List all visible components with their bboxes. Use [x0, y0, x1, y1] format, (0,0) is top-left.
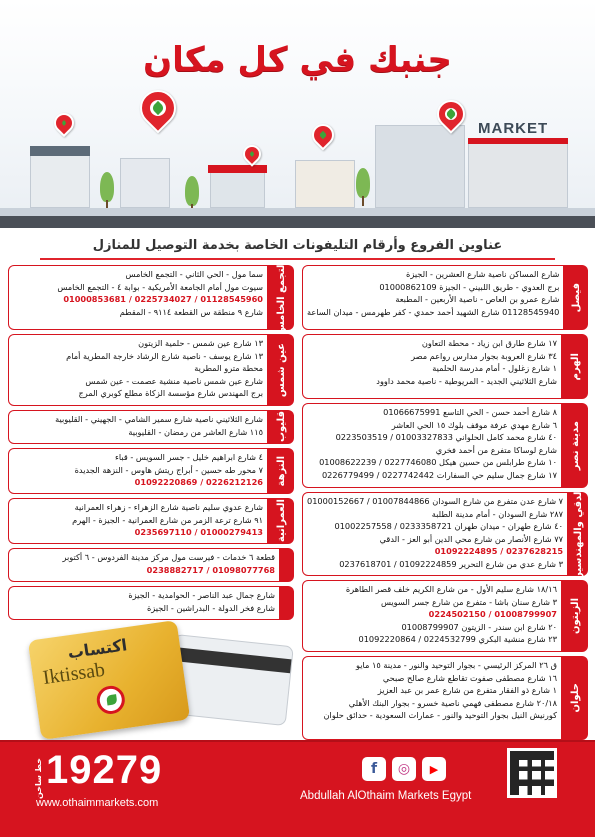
region-name: فيصل — [570, 282, 582, 313]
qr-code-icon[interactable] — [507, 748, 557, 798]
branch-address: شارع جمال عبد الناصر - الحوامدية - الجيزة — [128, 590, 275, 600]
branch-address: ٩١ شارع ترعة الزمر من شارع العمرانية - الجيزة - الهرم — [72, 514, 263, 525]
region-name: الهرم — [569, 352, 581, 381]
branch-phone[interactable]: 01000853681 / 0225734027 / 01128545960 — [63, 294, 263, 305]
branch-address: ١٦ شارع مصطفى صفوت تقاطع شارع صالح صبحي — [382, 672, 557, 683]
region-tag — [568, 487, 588, 581]
house-building — [120, 158, 170, 208]
branch-address: ١٣ شارع عين شمس - حلمية الزيتون — [138, 338, 263, 348]
youtube-icon[interactable]: ▶ — [422, 757, 446, 781]
branch-lines — [302, 492, 568, 576]
location-pin-icon — [133, 83, 184, 134]
branch-lines — [8, 265, 268, 330]
branch-address: شارع ٩ منطقة س القطعة ٩١١٤ - المقطم — [119, 306, 263, 317]
region-name: الدقي والمهندسين — [572, 487, 584, 581]
branch-address: ٣ شارع سنان باشا - متفرع من شارع جسر السويس — [380, 596, 557, 607]
region-tag — [280, 548, 294, 582]
region-name: مدينة نصر — [569, 420, 581, 471]
branch-address: سيوت مول أمام الجامعة الأمريكية - بوابة ٤ - التجمع الخامس — [57, 281, 263, 292]
branch-phone[interactable]: 0235697110 / 01000279413 — [134, 527, 263, 538]
branch-lines — [8, 548, 280, 582]
branch-address: محطة مترو المطرية — [194, 363, 263, 374]
branch-lines — [8, 586, 280, 620]
branch-address: شارع عمرو بن العاص - ناصية الأربعين - المطبعة — [395, 294, 560, 305]
tower-building — [375, 125, 465, 208]
branch-address: ق ٢٦ المركز الرئيسي - بجوار التوحيد والنور - مدينة ١٥ مايو — [355, 660, 557, 670]
branch-address: شارع الثلاثيني ناصية شارع سمير الشامي - الجهيني - القليوبية — [55, 414, 263, 424]
branch-address: ٤٠ شارع محمد كامل الحلواني 01003327833 / 0223503519 — [335, 432, 557, 443]
region-name: التجمع الخامس — [275, 260, 287, 335]
region-tag — [268, 498, 294, 544]
hero-illustration — [0, 0, 595, 228]
tree-icon — [356, 168, 370, 198]
region-name: الزيتون — [569, 597, 581, 635]
branch-group — [8, 448, 294, 494]
tree-icon — [185, 176, 199, 206]
cafe-building — [295, 160, 355, 208]
branch-address: ١ شارع زغلول - أمام مدرسة الحلمية — [432, 363, 557, 374]
branch-address: ٣٤ شارع العروبة بجوار مدارس رواعم مصر — [411, 350, 557, 361]
branch-address: قطعة ٦ خدمات - فيرست مول مركز مدينة الفردوس - ٦ أكتوبر — [62, 552, 275, 562]
shop-roof — [30, 146, 90, 156]
headline: جنبك في كل مكان — [143, 40, 452, 80]
branch-address: 01128545940 شارع الشهيد أحمد حمدي - كفر طهرمس - ميدان الساعة — [307, 306, 560, 317]
region-name: حلوان — [569, 683, 581, 713]
branch-address: ١ شارع ذو الفقار متفرع من شارع عمر بن عبد العزيز — [377, 685, 557, 696]
branch-lines — [302, 403, 562, 488]
location-pin-icon — [239, 141, 264, 166]
othaim-logo-icon — [95, 684, 127, 716]
branch-address: سما مول - الحي الثاني - التجمع الخامس — [125, 269, 263, 279]
branch-address: ٢٠ شارع ابن سندر - الزيتون 01008799907 — [401, 621, 557, 632]
branch-address: شارع عين شمس ناصية منشية عصمت - عين شمس — [85, 375, 263, 386]
branch-group — [8, 260, 294, 335]
magnetic-stripe — [173, 647, 292, 673]
branch-group — [8, 586, 294, 620]
branch-address: ١٣ شارع يوسف - ناصية شارع الرشاد خارجة المطرية أمام — [66, 350, 263, 361]
branch-group — [302, 487, 588, 581]
branch-phone[interactable]: 0238882717 / 01098077768 — [146, 564, 275, 575]
branch-address: ٧٧ شارع الأنصار من شارع محي الدين أبو العز - الدقي — [379, 533, 564, 544]
branch-phone[interactable]: 01092224895 / 0237628215 — [434, 546, 564, 557]
region-tag — [268, 410, 294, 444]
branch-lines — [8, 410, 268, 444]
region-tag — [280, 586, 294, 620]
branch-address: برج العدوي - طريق اللبيني - الجيزة 01000862109 — [379, 281, 560, 292]
hotline-label: خط ساخن — [34, 758, 43, 799]
footer-divider — [0, 740, 595, 742]
branch-lines — [302, 334, 562, 399]
branch-address: برج المهندس شارع مؤسسة الزكاة مطلع كوبري المرج — [78, 388, 263, 399]
branch-address: ١١٥ شارع العاشر من رمضان - القليوبية — [128, 426, 263, 437]
instagram-icon[interactable]: ◎ — [392, 757, 416, 781]
location-pin-icon — [307, 119, 338, 150]
tree-trunk — [362, 196, 364, 206]
branch-address: شارع المساكن ناصية شارع العشرين - الجيزة — [406, 269, 560, 279]
branch-phone[interactable]: 0224502150 / 01008799907 — [428, 609, 557, 620]
branch-lines — [8, 334, 268, 406]
hotline-number[interactable]: 19279 — [46, 748, 163, 792]
branch-address: ٧ محور طه حسين - أبراج ريتش هاوس - النزهة الجديدة — [74, 464, 263, 475]
region-tag — [268, 448, 294, 494]
branch-address: ٨ شارع أحمد حسن - الحي التاسع 01066675991 — [383, 407, 557, 417]
region-tag — [562, 580, 588, 652]
branch-group — [8, 498, 294, 544]
region-tag — [562, 403, 588, 488]
region-name: عين شمس — [275, 342, 287, 398]
branch-lines — [302, 265, 564, 330]
sidewalk — [0, 208, 595, 216]
branch-group — [8, 334, 294, 406]
branch-lines — [8, 448, 268, 494]
branch-address: ٢٠/١٨ شارع مصطفى فهمي ناصية خسرو - بجوار البنك الأهلي — [348, 697, 557, 708]
branch-address: شارع عدوي سليم ناصية شارع الزهراء - زهراء العمرانية — [74, 502, 263, 512]
branch-address: ٦ شارع مهدي عرفة موقف بلوك ١٥ الحي العاشر — [391, 419, 557, 430]
region-tag — [268, 334, 294, 406]
branch-address: ٤ شارع ابراهيم خليل - جسر السويس - قباء — [115, 452, 263, 462]
branch-address: ٢٣ شارع منشية البكري 0224532799 / 01092220864 — [358, 634, 557, 645]
card-english-name: Iktissab — [41, 658, 107, 690]
branch-lines — [302, 580, 562, 652]
branch-group — [302, 656, 588, 740]
branch-group — [302, 403, 588, 488]
region-tag — [564, 265, 588, 330]
subtitle-text: عناوين الفروع وأرقام التليفونات الخاصة بخدمة التوصيل للمنازل — [87, 238, 509, 253]
section-subtitle — [40, 238, 555, 260]
card-arabic-name: اكتساب — [66, 635, 129, 663]
location-pin-icon — [50, 109, 78, 137]
branch-lines — [302, 656, 562, 740]
region-tag — [562, 656, 588, 740]
shop-building — [30, 150, 90, 208]
region-name: قليوب — [275, 411, 287, 443]
branch-address: ٧ شارع عدن متفرع من شارع السودان 01007844866 / 01000152667 — [307, 496, 564, 506]
market-sign: MARKET — [478, 120, 549, 137]
branch-phone[interactable]: 01092220869 / 0226212126 — [134, 477, 263, 488]
branch-group — [8, 548, 294, 582]
region-name: العمرانية — [275, 499, 287, 543]
branch-address: شارع لوساكا متفرع من أحمد فخري — [435, 444, 557, 455]
branch-group — [302, 265, 588, 330]
branch-lines — [8, 498, 268, 544]
iktissab-card — [28, 620, 190, 740]
region-tag — [562, 334, 588, 399]
region-tag — [268, 260, 294, 335]
branch-group — [302, 580, 588, 652]
branch-group — [302, 334, 588, 399]
branch-address: ٤٠ شارع طهران - ميدان طهران 0233358721 / 01002257558 — [334, 521, 564, 532]
branch-address: ١٨/١٦ شارع سليم الأول - من شارع الكريم خلف قصر الطاهرة — [345, 584, 557, 594]
company-name: Abdullah AlOthaim Markets Egypt — [300, 790, 472, 802]
branch-address: ١٧ شارع طارق ابن زياد - محطة التعاون — [421, 338, 557, 348]
website-link[interactable]: www.othaimmarkets.com — [36, 797, 159, 809]
branch-group — [8, 410, 294, 444]
branch-address: ١٧ شارع جمال سليم حي السفارات 0227742442 / 0226779499 — [321, 469, 557, 480]
tree-icon — [100, 172, 114, 202]
branch-address: شارع فخر الدولة - البدراشين - الجيزة — [146, 602, 275, 613]
region-name: النزهة — [275, 455, 287, 487]
branch-address: شارع الثلاثيني الجديد - المريوطية - ناصية محمد داوود — [376, 375, 557, 386]
branch-address: ٣ شارع عدي من شارع التحرير 01092224859 / 0237618701 — [339, 558, 564, 569]
market-building — [468, 138, 568, 208]
branch-address: كورنيش النيل بجوار التوحيد والنور - عمارات السعودية - حدائق حلوان — [323, 710, 557, 721]
branch-address: ١٠ شارع طرابلس من حسين هيكل 0227746080 / 01008622239 — [319, 457, 557, 468]
store-awning — [208, 165, 267, 173]
market-stripe — [468, 138, 568, 144]
road — [0, 216, 595, 228]
branch-address: ٢٨٧ شارع السودان - أمام مدينة الطلبة — [431, 508, 564, 519]
facebook-icon[interactable]: f — [362, 757, 386, 781]
